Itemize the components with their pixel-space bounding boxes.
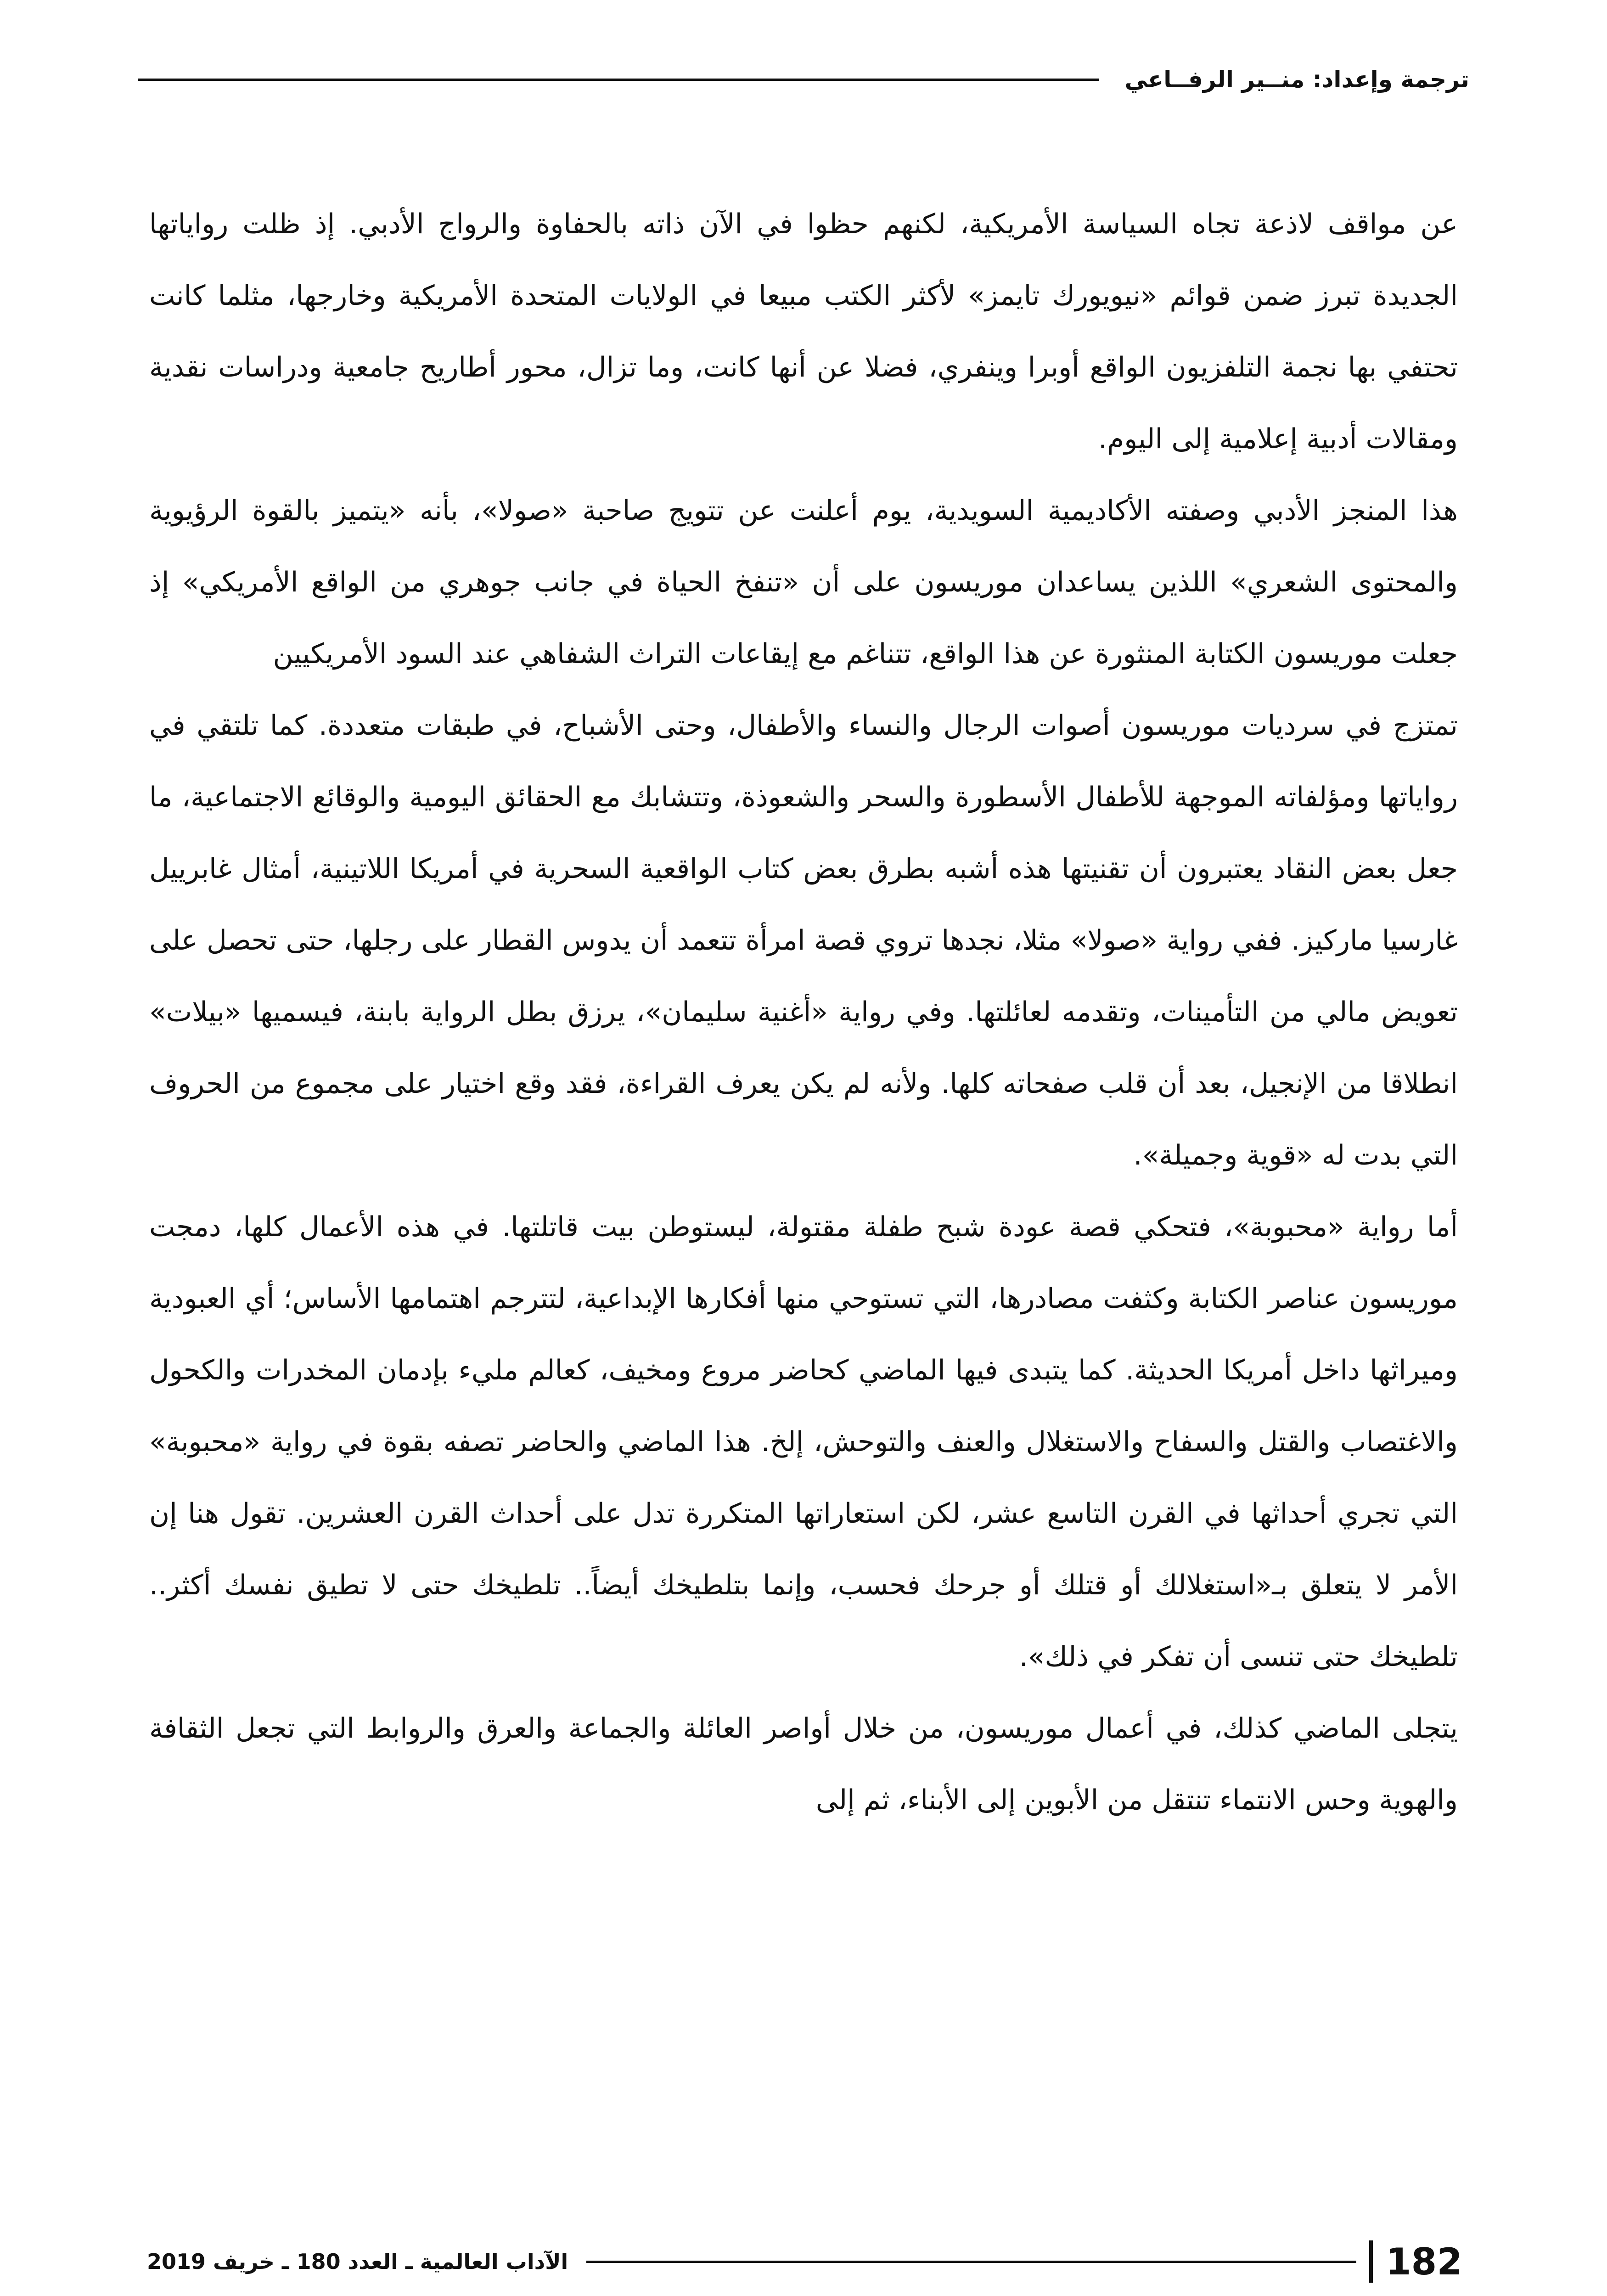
page-footer: [147, 2229, 1462, 2294]
paragraph: تمتزج في سرديات موريسون أصوات الرجال والنساء والأطفال، وحتى الأشباح، في طبقات متعددة. كما تلتقي في رواياتها ومؤلفاته الموجهة للأطفال الأسطورة والسحر والشعوذة، وتتشابك مع الحقائق اليومية والوقائع الاجتماعية، ما جعل بعض النقاد يعتبرون أن تقنيتها هذه أشبه بطرق بعض كتاب الواقعية السحرية في أمريكا اللاتينية، أمثال غابرييل غارسيا ماركيز. ففي رواية «صولا» مثلا، نجدها تروي قصة امرأة تتعمد أن يدوس القطار على رجلها، حتى تحصل على تعويض مالي من التأمينات، وتقدمه لعائلتها. وفي رواية «أغنية سليمان»، يرزق بطل الرواية بابنة، فيسميها «بيلات» انطلاقا من الإنجيل، بعد أن قلب صفحاته كلها. ولأنه لم يكن يعرف القراءة، فقد وقع اختيار على مجموع من الحروف التي بدت له «قوية وجميلة».: [149, 709, 1458, 1171]
paragraph: هذا المنجز الأدبي وصفته الأكاديمية السويدية، يوم أعلنت عن تتويج صاحبة «صولا»، بأنه «يتميز بالقوة الرؤيوية والمحتوى الشعري» اللذين يساعدان موريسون على أن «تنفخ الحياة في جانب جوهري من الواقع الأمريكي» إذ جعلت موريسون الكتابة المنثورة عن هذا الواقع، تتناغم مع إيقاعات التراث الشفاهي عند السود الأمريكيين: [149, 495, 1458, 670]
header-rule: [138, 79, 1099, 81]
footer-rule: [586, 2261, 1356, 2263]
footer-divider: [1369, 2240, 1373, 2283]
page-header: [138, 54, 1469, 105]
translator-credit: ترجمة وإعداد: منــير الرفــاعي: [1124, 66, 1469, 93]
paragraph: يتجلى الماضي كذلك، في أعمال موريسون، من خلال أواصر العائلة والجماعة والعرق والروابط التي تجعل الثقافة والهوية وحس الانتماء تنتقل من الأبوين إلى الأبناء، ثم إلى: [149, 1712, 1458, 1816]
article-body: [149, 188, 1458, 1836]
journal-issue-info: الآداب العالمية ـ العدد 180 ـ خريف 2019: [147, 2249, 568, 2274]
paragraph: أما رواية «محبوبة»، فتحكي قصة عودة شبح طفلة مقتولة، ليستوطن بيت قاتلتها. في هذه الأعمال كلها، دمجت موريسون عناصر الكتابة وكثفت مصادرها، التي تستوحي منها أفكارها الإبداعية، لتترجم اهتمامها الأساس؛ أي العبودية وميراثها داخل أمريكا الحديثة. كما يتبدى فيها الماضي كحاضر مروع ومخيف، كعالم مليء بإدمان المخدرات والكحول والاغتصاب والقتل والسفاح والاستغلال والعنف والتوحش، إلخ. هذا الماضي والحاضر تصفه بقوة في رواية «محبوبة» التي تجري أحداثها في القرن التاسع عشر، لكن استعاراتها المتكررة تدل على أحداث القرن العشرين. تقول هنا إن الأمر لا يتعلق بـ«استغلالك أو قتلك أو جرحك فحسب، وإنما بتلطيخك أيضاً.. تلطيخك حتى لا تطيق نفسك أكثر.. تلطيخك حتى تنسى أن تفكر في ذلك».: [149, 1211, 1458, 1673]
paragraph: عن مواقف لاذعة تجاه السياسة الأمريكية، لكنهم حظوا في الآن ذاته بالحفاوة والرواج الأدبي. إذ ظلت رواياتها الجديدة تبرز ضمن قوائم «نيويورك تايمز» لأكثر الكتب مبيعا في الولايات المتحدة الأمريكية وخارجها، مثلما كانت تحتفي بها نجمة التلفزيون الواقع أوبرا وينفري، فضلا عن أنها كانت، وما تزال، محور أطاريح جامعية ودراسات نقدية ومقالات أدبية إعلامية إلى اليوم.: [149, 208, 1458, 455]
page-number: 182: [1386, 2240, 1462, 2283]
